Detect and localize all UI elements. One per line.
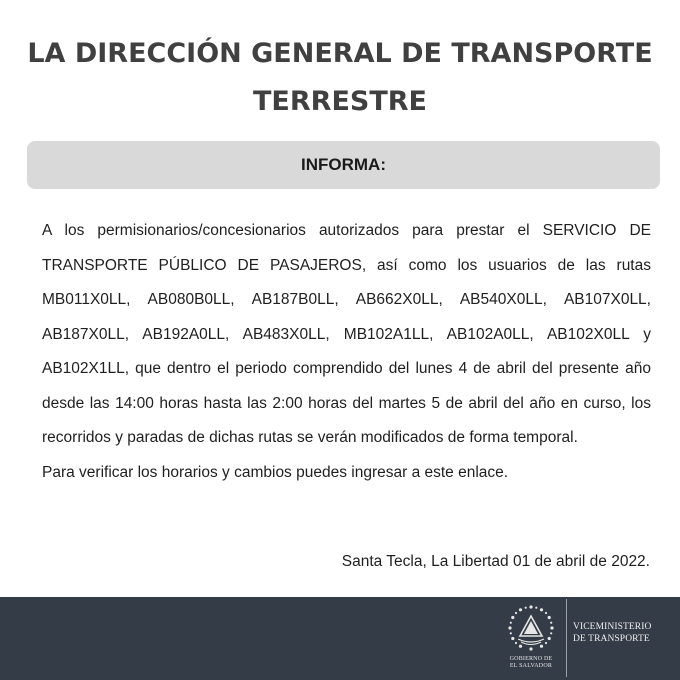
title-line-1: LA DIRECCIÓN GENERAL DE TRANSPORTE [27, 38, 653, 69]
banner-label: INFORMA: [301, 155, 386, 174]
footer-bar [0, 597, 680, 680]
informa-banner [27, 141, 660, 189]
place-and-date: Santa Tecla, La Libertad 01 de abril de 2022. [341, 553, 650, 570]
title-line-2: TERRESTRE [253, 86, 427, 117]
footer-divider [566, 599, 567, 677]
government-label [494, 656, 568, 670]
government-label-line-1: GOBIERNO DE [509, 656, 553, 662]
announcement-body [42, 214, 651, 490]
page-title [10, 30, 670, 126]
government-label-line-2: EL SALVADOR [509, 663, 553, 669]
main-paragraph: A los permisionarios/concesionarios autorizados para prestar el SERVICIO DE TRANSPORTE PÚBLICO DE PASAJEROS, así como los usuarios de las rutas MB011X0LL, AB080B0LL, AB187B0LL, AB662X0LL, AB540X0LL, AB107X0LL, AB187X0LL, AB192A0LL, AB483X0LL, MB102A1LL, AB102A0LL, AB102X0LL y AB102X1LL, que dentro el periodo comprendido del lunes 4 de abril del presente año desde las 14:00 horas hasta las 2:00 horas del martes 5 de abril del año en curso, los recorridos y paradas de dichas rutas se verán modificados de forma temporal. [42, 222, 651, 446]
viceministry-label-line-2: DE TRANSPORTE [573, 634, 650, 644]
link-paragraph: Para verificar los horarios y cambios puedes ingresar a este enlace. [42, 463, 509, 481]
viceministry-label-line-1: VICEMINISTERIO [573, 622, 652, 632]
el-salvador-coat-of-arms-icon [504, 603, 558, 657]
viceministry-label [573, 621, 677, 645]
